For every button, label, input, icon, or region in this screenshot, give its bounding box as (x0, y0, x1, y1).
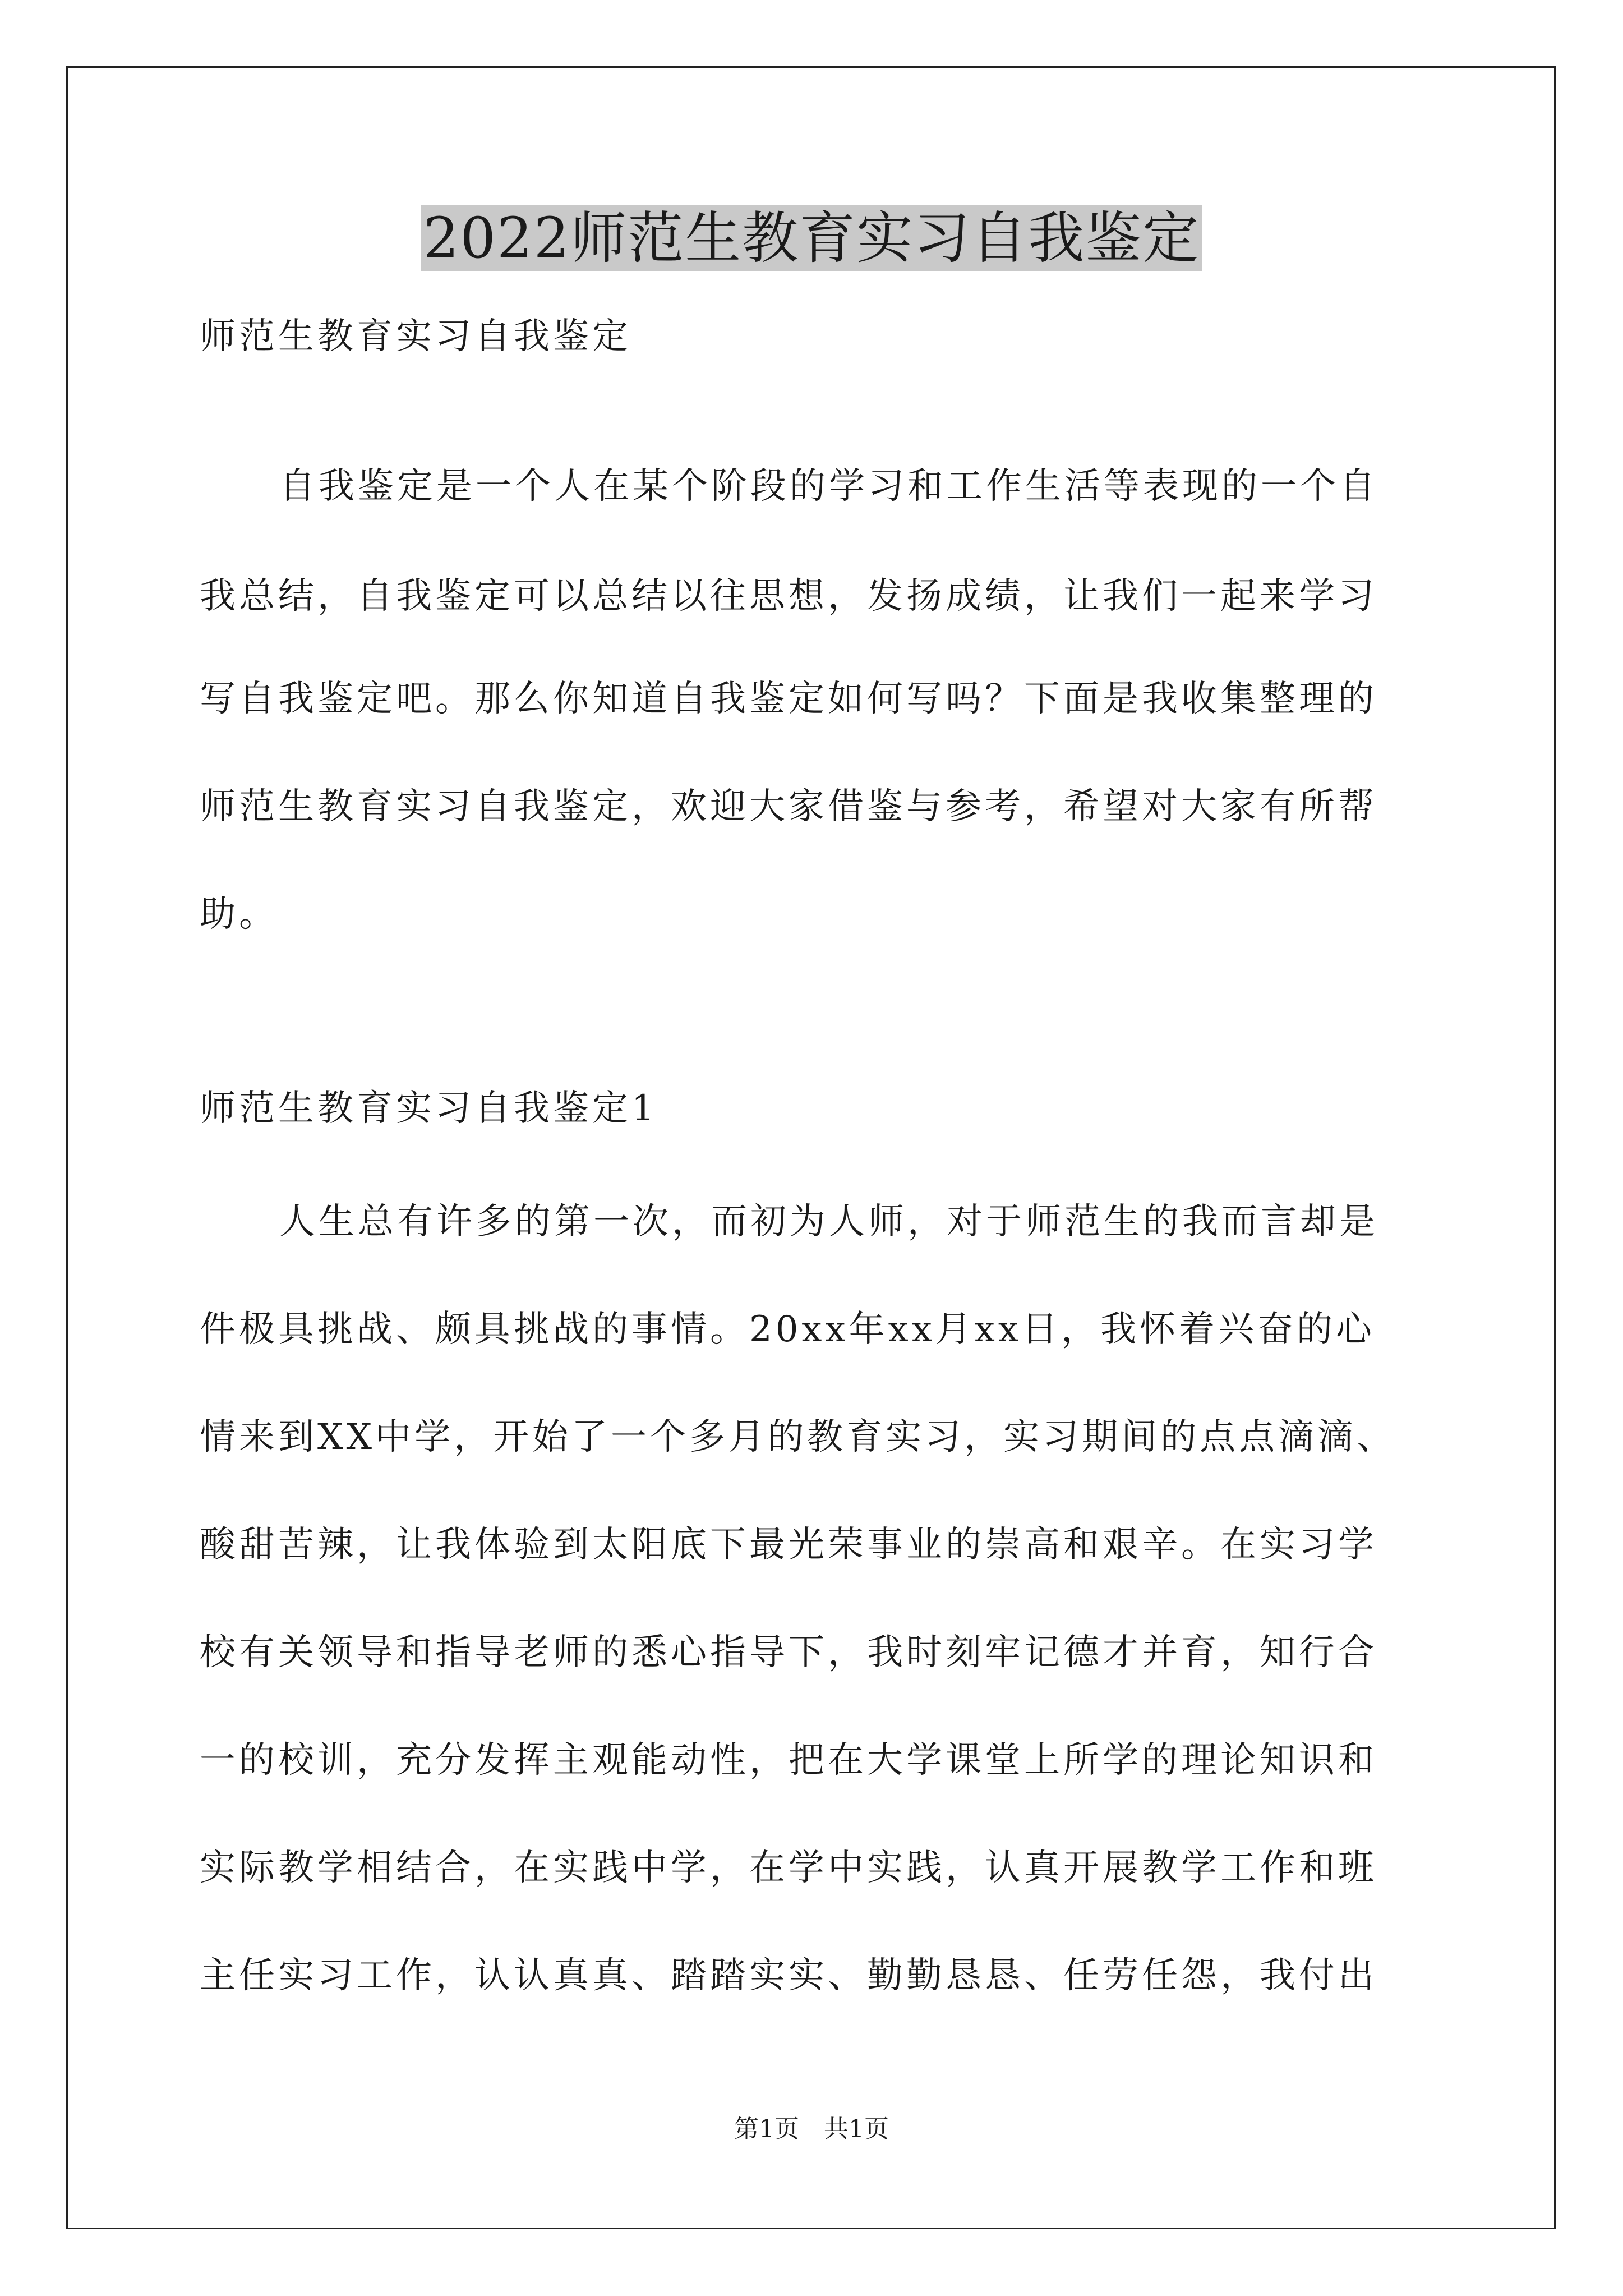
paragraph-line: 实际教学相结合，在实践中学，在学中实践，认真开展教学工作和班 (200, 1847, 1377, 1889)
section-heading: 师范生教育实习自我鉴定1 (200, 1088, 658, 1129)
section-heading: 师范生教育实习自我鉴定 (200, 316, 631, 357)
document-title (0, 199, 1623, 278)
page-footer: 第1页 共1页 (734, 2115, 889, 2143)
paragraph-line: 师范生教育实习自我鉴定，欢迎大家借鉴与参考，希望对大家有所帮 (200, 786, 1377, 827)
paragraph-line: 人生总有许多的第一次，而初为人师，对于师范生的我而言却是 (279, 1201, 1378, 1243)
paragraph-line: 情来到XX中学，开始了一个多月的教育实习，实习期间的点点滴滴、 (200, 1416, 1396, 1458)
document-title-text: 2022师范生教育实习自我鉴定 (421, 205, 1202, 271)
page-border (66, 66, 1556, 2229)
paragraph-line: 一的校训，充分发挥主观能动性，把在大学课堂上所学的理论知识和 (200, 1740, 1377, 1781)
paragraph-line: 助。 (200, 894, 278, 935)
paragraph-line: 件极具挑战、颇具挑战的事情。20xx年xx月xx日，我怀着兴奋的心 (200, 1309, 1375, 1350)
paragraph-line: 主任实习工作，认认真真、踏踏实实、勤勤恳恳、任劳任怨，我付出 (200, 1955, 1377, 1996)
paragraph-line: 写自我鉴定吧。那么你知道自我鉴定如何写吗？下面是我收集整理的 (200, 678, 1377, 720)
paragraph-line: 我总结，自我鉴定可以总结以往思想，发扬成绩，让我们一起来学习 (200, 576, 1377, 617)
paragraph-line: 校有关领导和指导老师的悉心指导下，我时刻牢记德才并育，知行合 (200, 1632, 1377, 1673)
paragraph-line: 酸甜苦辣，让我体验到太阳底下最光荣事业的崇高和艰辛。在实习学 (200, 1524, 1377, 1566)
paragraph-line: 自我鉴定是一个人在某个阶段的学习和工作生活等表现的一个自 (279, 466, 1378, 507)
